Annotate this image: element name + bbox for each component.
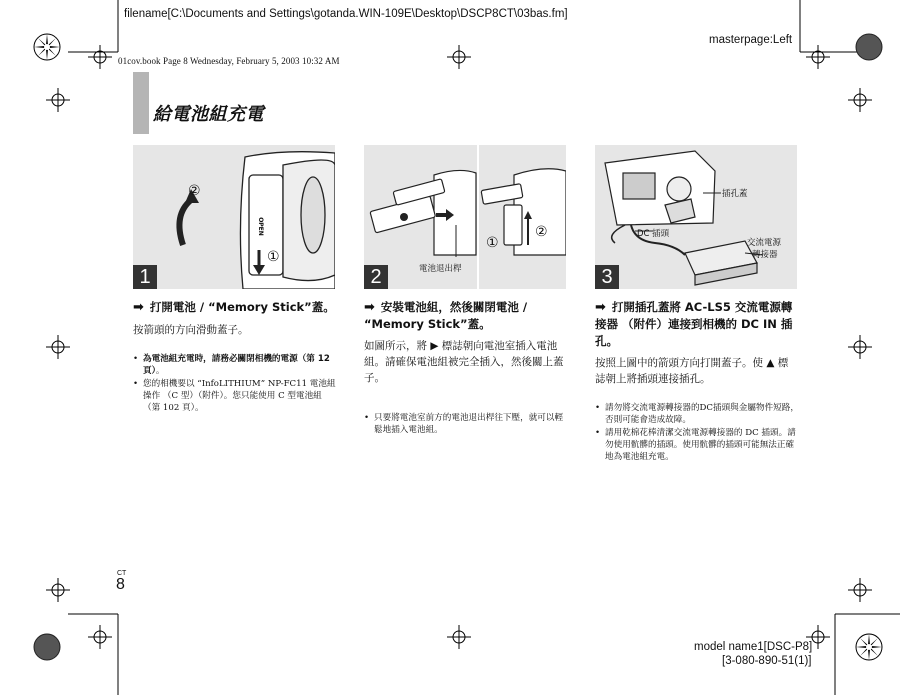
camera-battery-cover-illustration bbox=[133, 145, 335, 289]
note-item bbox=[595, 402, 799, 426]
step-badge-1: 1 bbox=[133, 265, 157, 289]
step-2-heading bbox=[364, 299, 569, 333]
fig3-label-jack-cover: 插孔蓋 bbox=[722, 189, 748, 199]
fig2-circle-2: ② bbox=[535, 224, 548, 240]
step-3-notes bbox=[595, 402, 799, 464]
fig2-label-eject-lever: 電池退出桿 bbox=[419, 264, 462, 274]
note-item bbox=[133, 353, 336, 377]
battery-insert-illustration bbox=[364, 145, 566, 289]
ac-adapter-illustration bbox=[595, 145, 797, 289]
language-code: CT bbox=[117, 570, 127, 577]
note-text: 只要將電池室前方的電池退出桿往下壓，就可以輕鬆地插入電池組。 bbox=[374, 413, 564, 435]
fig2-circle-1: ① bbox=[486, 235, 499, 251]
note-item bbox=[595, 427, 799, 463]
step-badge-3: 3 bbox=[595, 265, 619, 289]
fig3-label-ac-adapter-1: 交流電源 bbox=[747, 238, 782, 248]
note-bold-text: 為電池組充電時，請務必關閉相機的電源（第 12 頁） bbox=[143, 354, 330, 376]
note-item bbox=[133, 378, 336, 414]
book-stamp: 01cov.book Page 8 Wednesday, February 5, 2003 10:32 AM bbox=[118, 56, 340, 66]
model-name: model name1[DSC-P8] bbox=[694, 641, 813, 653]
fig1-circle-1: ① bbox=[267, 249, 280, 265]
step-badge-2: 2 bbox=[364, 265, 388, 289]
step-1-notes bbox=[133, 353, 336, 415]
figure-step-1 bbox=[133, 145, 335, 289]
fig1-label-open: OPEN bbox=[256, 217, 264, 236]
note-text: 。 bbox=[155, 366, 165, 376]
arrow-right-icon: ➡ bbox=[364, 300, 375, 315]
title-accent-bar bbox=[133, 72, 149, 134]
step-3-body: 按照上圖中的箭頭方向打開蓋子。使 ▲ 標誌朝上將插頭連接插孔。 bbox=[595, 357, 789, 385]
step-2-body: 如圖所示，將 ▶ 標誌朝向電池室插入電池組。請確保電池組被完全插入，然後關上蓋子。 bbox=[364, 340, 564, 384]
fig3-label-ac-adapter-2: 轉接器 bbox=[752, 250, 778, 260]
step-1-body: 按箭頭的方向滑動蓋子。 bbox=[133, 324, 249, 336]
step-1-heading bbox=[133, 299, 338, 316]
note-text: 請用乾棉花棒清潔交流電源轉接器的 DC 插頭。請勿使用骯髒的插頭。使用骯髒的插頭可能無法正確地為電池組充電。 bbox=[605, 428, 796, 462]
section-title: 給電池組充電 bbox=[153, 104, 264, 125]
masterpage-label: masterpage:Left bbox=[709, 34, 793, 46]
step-3-heading-text: 打開插孔蓋將 AC-LS5 交流電源轉接器 （附件）連接到相機的 DC IN 插孔。 bbox=[595, 300, 793, 348]
fig3-label-dc-plug: DC 插頭 bbox=[637, 229, 670, 239]
step-2-notes bbox=[364, 412, 567, 437]
page-number: 8 bbox=[116, 576, 125, 593]
step-3-heading bbox=[595, 299, 800, 350]
note-text: 請勿將交流電源轉接器的DC插頭與金屬物件短路，否則可能會造成故障。 bbox=[605, 403, 799, 425]
step-2-heading-text: 安裝電池組，然後關閉電池 / “Memory Stick”蓋。 bbox=[364, 300, 528, 331]
fig1-circle-2: ② bbox=[188, 183, 201, 199]
figure-step-2 bbox=[364, 145, 566, 289]
step-1-heading-text: 打開電池 / “Memory Stick”蓋。 bbox=[149, 300, 335, 314]
arrow-right-icon: ➡ bbox=[595, 300, 606, 315]
arrow-right-icon: ➡ bbox=[133, 300, 144, 315]
note-text: 您的相機要以 “InfoLITHIUM” NP-FC11 電池組操作 （C 型）（附件）。您只能使用 C 型電池組 （第 102 頁）。 bbox=[143, 379, 336, 413]
part-number: [3-080-890-51(1)] bbox=[722, 655, 812, 667]
note-item bbox=[364, 412, 567, 436]
figure-step-3 bbox=[595, 145, 797, 289]
filename-header: filename[C:\Documents and Settings\gotanda.WIN-109E\Desktop\DSCP8CT\03bas.fm] bbox=[124, 8, 568, 20]
